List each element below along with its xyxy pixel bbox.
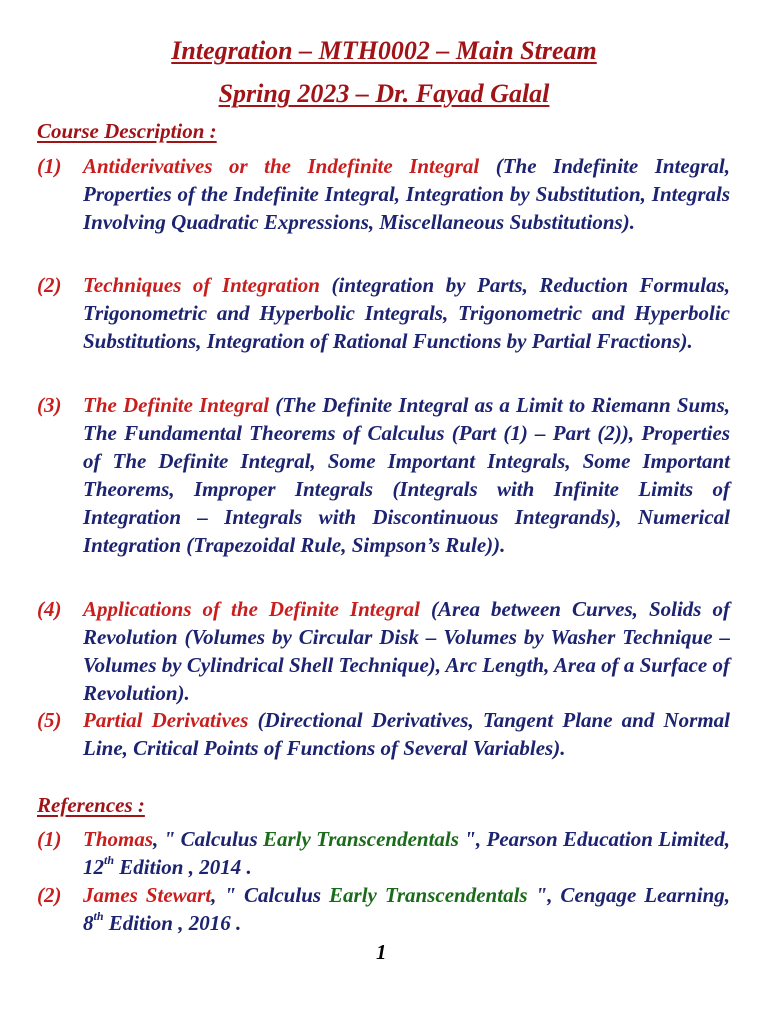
item-topic: Partial Derivatives — [83, 708, 249, 732]
item-details: (Area between Curves, Solids of Revolution (Volumes by Circular Disk – Volumes by Washer Technique – Volumes by Cylindrical Shell Technique), Arc Length, Area of a Surface of Revolution). — [83, 597, 730, 705]
description-item-3 — [37, 391, 730, 559]
item-number: (1) — [37, 154, 62, 178]
item-number: (2) — [37, 273, 62, 297]
description-item-4 — [37, 595, 730, 707]
item-number: (5) — [37, 708, 62, 732]
course-description-heading: Course Description : — [37, 119, 217, 143]
item-details: (Directional Derivatives, Tangent Plane and Normal Line, Critical Points of Functions of Several Variables). — [83, 708, 730, 760]
description-item-2 — [37, 271, 730, 355]
reference-author: James Stewart — [83, 883, 212, 907]
reference-edition: Edition , 2016 . — [103, 911, 242, 935]
reference-sup: th — [104, 853, 115, 867]
item-number: (1) — [37, 827, 62, 851]
reference-edition: Edition , 2014 . — [114, 855, 252, 879]
item-topic: Techniques of Integration — [83, 273, 320, 297]
references-heading: References : — [37, 793, 145, 817]
reference-sup: th — [93, 909, 104, 923]
reference-book: Early Transcendentals — [263, 827, 459, 851]
item-number: (2) — [37, 883, 62, 907]
description-item-5 — [37, 706, 730, 762]
item-details: (integration by Parts, Reduction Formulas, Trigonometric and Hyperbolic Integrals, Trigonometric and Hyperbolic Substitutions, Integration of Rational Functions by Partial Fractions). — [83, 273, 730, 353]
item-number: (3) — [37, 393, 62, 417]
reference-author: Thomas — [83, 827, 154, 851]
reference-quote-open: , " Calculus — [211, 883, 330, 907]
item-topic: Applications of the Definite Integral — [83, 597, 420, 621]
description-item-1 — [37, 152, 730, 236]
reference-quote-open: , " Calculus — [153, 827, 263, 851]
reference-publisher: ", Pearson Education Limited, 12 — [83, 827, 730, 879]
item-details: (The Indefinite Integral, Properties of the Indefinite Integral, Integration by Substitution, Integrals Involving Quadratic Expressions, Miscellaneous Substitutions). — [83, 154, 730, 234]
reference-book: Early Transcendentals — [329, 883, 528, 907]
reference-item-1 — [37, 825, 730, 881]
reference-publisher: ", Cengage Learning, 8 — [83, 883, 731, 935]
item-topic: Antiderivatives or the Indefinite Integral — [83, 154, 480, 178]
page-number: 1 — [376, 940, 387, 964]
course-title: Integration – MTH0002 – Main Stream — [171, 36, 597, 65]
item-topic: The Definite Integral — [83, 393, 270, 417]
item-details: (The Definite Integral as a Limit to Riemann Sums, The Fundamental Theorems of Calculus (Part (1) – Part (2)), Properties of The Definite Integral, Some Important Integrals, Some Important Theorems, Improper Integrals (Integrals with Infinite Limits of Integration – Integrals with Discontinuous Integrands), Numerical Integration (Trapezoidal Rule, Simpson’s Rule)). — [83, 393, 730, 557]
course-subtitle: Spring 2023 – Dr. Fayad Galal — [218, 79, 550, 108]
reference-item-2 — [37, 881, 730, 937]
item-number: (4) — [37, 597, 62, 621]
